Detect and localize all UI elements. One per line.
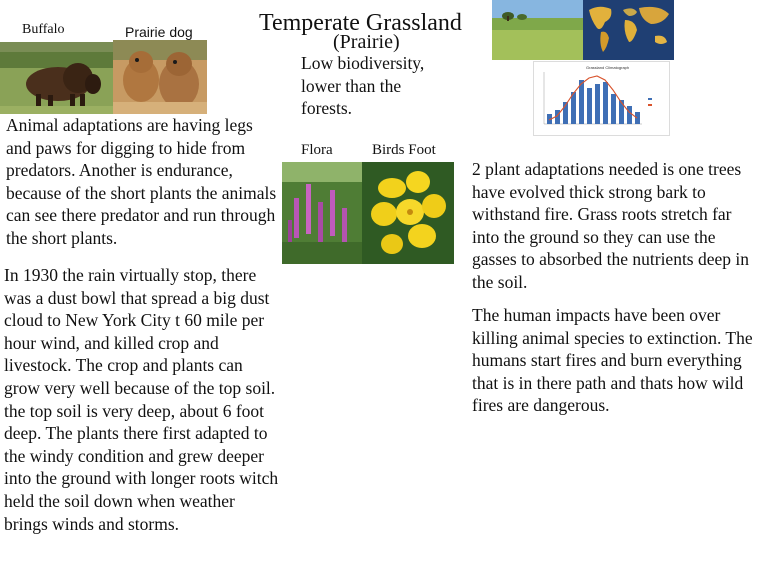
precip-bar [619,100,624,124]
buffalo-photo [0,42,113,114]
flora-photo [282,162,362,264]
grassland-landscape-photo [492,0,583,60]
precip-bar [635,112,640,124]
climatograph-title: Grassland Climatograph [586,65,630,70]
human-impacts-text: The human impacts have been over killing animal species to extinction. The humans start fires and burn everything that is in there path and thats how wild fires are dangerous. [472,305,753,416]
dust-bowl-text: In 1930 the rain virtually stop, there was a dust bowl that spread a big dust cloud to New York City t 60 mile per hour wind, and killed crop and livestock. The crop and plants can grow very well because of the top soil. the top soil is very deep, about 6 foot deep. The plants there first adapted to the windy condition and grew deeper into the ground with longer roots witch held the soil down when weather brings winds and storms. [4,265,279,534]
page-subtitle: (Prairie) [333,31,400,53]
biodiversity-note: Low biodiversity, lower than the forests. [301,53,425,119]
precip-bar [611,94,616,124]
precip-bar [579,80,584,124]
animal-adaptations-text: Animal adaptations are having legs and paws for digging to hide from predators. Another is endurance, because of the short plants the animals can see there predator and run through the short plants. [6,115,277,248]
climatograph-chart [533,61,670,136]
flora-label: Flora [301,142,333,158]
buffalo-label: Buffalo [22,22,65,37]
precip-bar [627,106,632,124]
birds-foot-label: Birds Foot [372,142,436,158]
world-map-image [583,0,674,60]
prairie-dog-photo [113,40,207,114]
plant-adaptations-text: 2 plant adaptations needed is one trees have evolved thick strong bark to withstand fire. Grass roots stretch far into the ground so they can use the gasses to absorbed the nutrients deep in the soil. [472,159,750,292]
page-title: Temperate Grassland [259,10,462,36]
legend-swatch-temperature [648,104,652,106]
legend-swatch-precipitation [648,98,652,100]
prairie-dog-label: Prairie dog [125,24,193,40]
precip-bar [587,88,592,124]
precip-bar [603,82,608,124]
precip-bar [595,84,600,124]
birds-foot-photo [362,162,454,264]
